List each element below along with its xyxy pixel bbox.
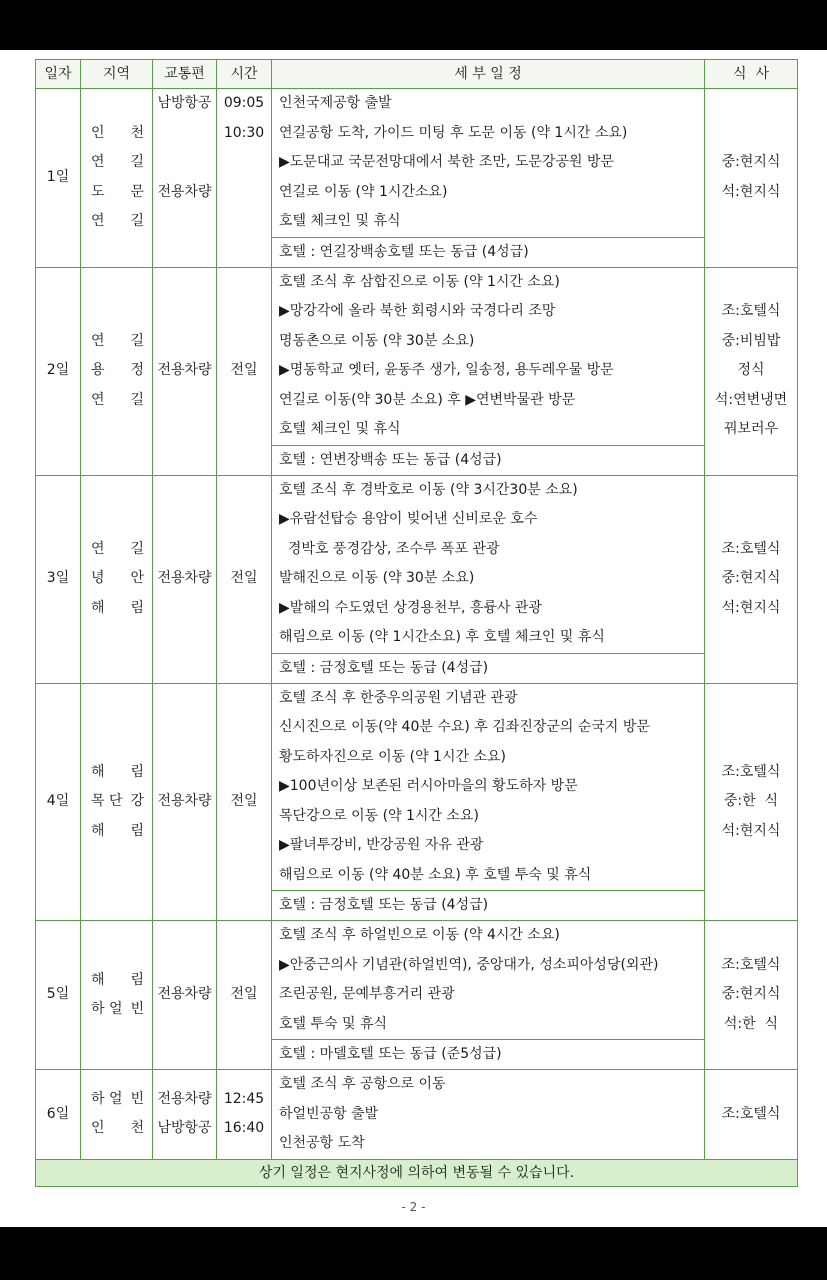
detail-line: 해림으로 이동 (약 1시간소요) 후 호텔 체크인 및 휴식 [279,629,605,645]
region-line [81,1085,152,1115]
transport-cell [153,683,217,921]
meal-line: 조:호텔식 [721,540,781,557]
region-char: 림 [130,971,144,988]
region-char: 하 얼 [91,1090,123,1107]
page-number: - 2 - [401,1200,426,1214]
region-char: 용 [91,362,105,379]
region-char: 빈 [130,1001,144,1017]
region-char: 길 [130,332,144,349]
meal-line: 조:호텔식 [721,1105,781,1122]
day-cell: 2일 [36,267,81,475]
region-char: 해 [91,822,105,839]
region-line [81,758,152,788]
region-char: 정 [130,362,144,379]
transport-line [153,119,216,149]
region-cell [81,921,153,1070]
region-char: 림 [130,599,144,616]
day-cell: 5일 [36,921,81,1070]
time-line: 16:40 [223,1120,265,1137]
detail-line: 발해진으로 이동 (약 30분 소요) [279,570,475,586]
meals-cell [705,267,798,475]
detail-line: ▶유람선탑승 용암이 빚어낸 신비로운 호수 [279,511,538,527]
meal-line: 석:현지식 [721,599,781,616]
hotel-cell: 호텔 : 연변장백송 또는 동급 (4성급) [272,445,705,475]
region-line [81,594,152,624]
footer-row [36,1159,798,1186]
transport-cell [153,89,217,268]
detail-line: 호텔 조식 후 공항으로 이동 [279,1076,446,1092]
region-cell [81,683,153,921]
region-char: 림 [130,763,144,780]
detail-line: 황도하자진으로 이동 (약 1시간 소요) [279,748,506,765]
meals-cell [705,1070,798,1160]
day-row [36,921,798,1040]
hotel-cell: 호텔 : 마델호텔 또는 동급 (준5성급) [272,1040,705,1070]
transport-line: 전용차량 [157,986,212,1003]
region-line [81,178,152,208]
region-char: 길 [130,540,144,557]
detail-line: 인천공항 도착 [279,1135,365,1151]
time-line: 전일 [230,793,258,809]
region-char: 강 [130,793,144,809]
detail-line: 호텔 조식 후 삼합진으로 이동 (약 1시간 소요) [279,273,560,290]
header-time: 시간 [217,60,272,89]
meal-line: 석:현지식 [721,183,781,200]
details-cell [272,89,705,238]
region-char: 빈 [130,1090,144,1107]
region-char: 길 [130,154,144,171]
region-char: 안 [130,570,144,587]
meal-line: 중:현지식 [721,570,781,587]
details-cell [272,921,705,1040]
region-char: 길 [130,391,144,408]
time-cell [217,475,272,683]
detail-line: ▶100년이상 보존된 러시아마을의 황도하자 방문 [279,778,578,794]
region-char: 연 [91,391,105,408]
hotel-cell: 호텔 : 금정호텔 또는 동급 (4성급) [272,891,705,921]
region-cell [81,1070,153,1160]
transport-line: 전용차량 [157,1090,212,1107]
region-line [81,148,152,178]
hotel-cell: 호텔 : 연길장백송호텔 또는 동급 (4성급) [272,237,705,267]
details-cell [272,475,705,653]
detail-line: 명동촌으로 이동 (약 30분 소요) [279,332,475,349]
detail-line: 인천국제공항 출발 [279,95,392,111]
transport-line: 남방항공 [157,95,212,111]
region-line [81,787,152,817]
region-char: 인 [91,1120,105,1137]
transport-cell [153,921,217,1070]
detail-line: 연길로 이동(약 30분 소요) 후 ▶연변박물관 방문 [279,391,576,408]
region-char: 천 [130,124,144,141]
transport-line: 전용차량 [157,362,212,379]
time-line: 09:05 [223,95,265,111]
hotel-cell: 호텔 : 금정호텔 또는 동급 (4성급) [272,653,705,683]
detail-line: ▶안중근의사 기념관(하얼빈역), 중앙대가, 성소피아성당(외관) [279,956,659,973]
day-cell: 1일 [36,89,81,268]
time-cell [217,1070,272,1160]
region-char: 해 [91,763,105,780]
transport-line: 전용차량 [157,570,212,587]
meals-cell [705,89,798,268]
day-cell: 4일 [36,683,81,921]
meals-cell [705,475,798,683]
time-line: 전일 [230,986,258,1003]
detail-line: 호텔 조식 후 한중우의공원 기념관 관광 [279,689,518,706]
meal-line: 중:현지식 [721,986,781,1003]
detail-line: ▶명동학교 옛터, 윤동주 생가, 일송정, 용두레우물 방문 [279,362,614,378]
region-char: 문 [130,183,144,200]
detail-line: 연길공항 도착, 가이드 미팅 후 도문 이동 (약 1시간 소요) [279,124,628,141]
detail-line: 호텔 조식 후 하얼빈으로 이동 (약 4시간 소요) [279,927,560,943]
detail-line: 연길로 이동 (약 1시간소요) [279,183,448,200]
region-line [81,327,152,357]
day-row [36,475,798,653]
transport-line: 남방항공 [157,1120,212,1137]
day-row [36,89,798,238]
transport-cell [153,475,217,683]
detail-line: 호텔 체크인 및 휴식 [279,213,401,229]
region-char: 하 얼 [91,1001,123,1017]
transport-cell [153,1070,217,1160]
meal-line: 조:호텔식 [721,763,781,780]
meal-line: 중:비빔밥 [721,332,781,349]
meal-line: 정식 [737,362,765,379]
region-line [81,564,152,594]
region-char: 목 단 [91,793,123,809]
transport-line: 전용차량 [157,793,212,809]
detail-line: ▶팔녀투강비, 반강공원 자유 관광 [279,837,484,853]
time-line: 전일 [230,570,258,587]
meal-line: 꿔보러우 [723,421,779,438]
meals-cell [705,921,798,1070]
itinerary-page [0,50,827,1227]
region-char: 천 [130,1120,144,1137]
day-row [36,683,798,891]
region-char: 인 [91,124,105,141]
detail-line: 목단강으로 이동 (약 1시간 소요) [279,807,479,824]
day-row [36,1070,798,1160]
meal-line: 석:한 식 [723,1015,779,1032]
meal-line: 조:호텔식 [721,303,781,320]
region-char: 녕 [91,570,105,587]
time-line: 전일 [230,362,258,379]
footer-note: 상기 일정은 현지사정에 의하여 변동될 수 있습니다. [36,1159,798,1186]
day-cell: 3일 [36,475,81,683]
detail-line: 호텔 조식 후 경박호로 이동 (약 3시간30분 소요) [279,481,578,498]
transport-cell [153,267,217,475]
time-line: 10:30 [223,124,265,141]
time-cell [217,267,272,475]
detail-line: 해림으로 이동 (약 40분 소요) 후 호텔 투숙 및 휴식 [279,866,592,883]
region-line [81,207,152,237]
transport-line: 전용차량 [157,183,212,200]
region-cell [81,267,153,475]
details-cell [272,683,705,891]
time-line: 12:45 [223,1090,265,1107]
detail-line: ▶발해의 수도였던 상경용천부, 흥륭사 관광 [279,599,542,616]
time-cell [217,683,272,921]
region-char: 연 [91,213,105,230]
header-region: 지역 [81,60,153,89]
region-cell [81,89,153,268]
details-cell [272,1070,705,1160]
header-details: 세 부 일 정 [272,60,705,89]
region-line [81,119,152,149]
detail-line: 호텔 투숙 및 휴식 [279,1015,388,1032]
time-cell [217,921,272,1070]
region-line [81,817,152,847]
meal-line: 중:한 식 [723,793,779,809]
region-char: 림 [130,822,144,839]
meal-line: 석:연변냉면 [714,391,788,408]
detail-line: 조린공원, 문예부흥거리 관광 [279,986,455,1002]
region-char: 길 [130,213,144,230]
region-char: 연 [91,332,105,349]
detail-line: 신시진으로 이동(약 40분 수요) 후 김좌진장군의 순국지 방문 [279,719,650,735]
region-line [81,966,152,996]
detail-line: ▶망강각에 올라 북한 회령시와 국경다리 조망 [279,303,556,319]
region-char: 해 [91,599,105,616]
region-line [81,386,152,416]
details-cell [272,267,705,445]
detail-line: 경박호 풍경감상, 조수루 폭포 관광 [279,540,500,557]
meal-line: 조:호텔식 [721,956,781,973]
header-transport: 교통편 [153,60,217,89]
detail-line: 호텔 체크인 및 휴식 [279,421,401,437]
region-line [81,535,152,565]
meals-cell [705,683,798,921]
region-line [81,356,152,386]
detail-line: ▶도문대교 국문전망대에서 북한 조만, 도문강공원 방문 [279,154,614,170]
header-meals: 식 사 [705,60,798,89]
region-line [81,1114,152,1144]
day-cell: 6일 [36,1070,81,1160]
region-char: 연 [91,154,105,171]
meal-line: 석:현지식 [721,822,781,839]
day-row [36,267,798,445]
region-char: 해 [91,971,105,988]
time-cell [217,89,272,268]
detail-line: 하얼빈공항 출발 [279,1105,379,1122]
region-line [81,995,152,1025]
header-day: 일자 [36,60,81,89]
region-char: 연 [91,540,105,557]
header-row [36,60,798,89]
meal-line: 중:현지식 [721,154,781,171]
transport-line [153,148,216,178]
region-cell [81,475,153,683]
region-char: 도 [91,183,105,200]
itinerary-table [35,59,798,1187]
